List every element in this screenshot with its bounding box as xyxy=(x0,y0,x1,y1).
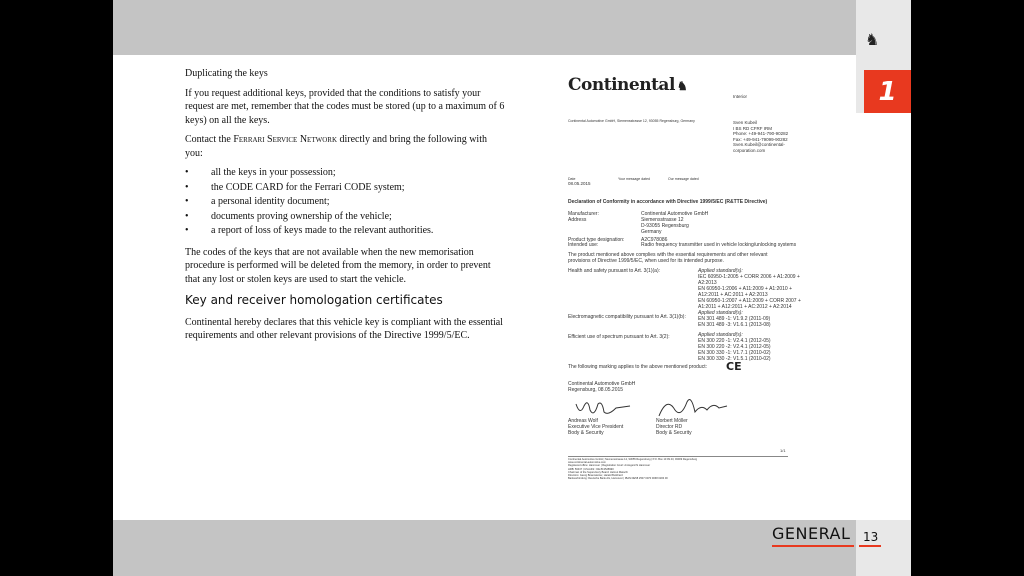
standard-line: EN 300 330 -1: V1.7.1 (2010-02) xyxy=(698,350,771,356)
service-network-name: Ferrari Service Network xyxy=(233,134,337,145)
health-standards xyxy=(698,274,801,310)
manufacturer-line: Siemensstrasse 12 xyxy=(641,217,684,223)
footer-strip xyxy=(856,520,911,576)
header-band xyxy=(113,0,856,55)
side-strip-white xyxy=(856,113,911,520)
bring-list xyxy=(185,166,505,238)
address-label: Address xyxy=(568,217,587,223)
paragraph-declaration: Continental hereby declares that this vehicle key is compliant with the essential requirements and other relevant provisions of the Directive 1999/5/EC. xyxy=(185,316,503,341)
footer-line: HRB: 56437 | USt-IdNr.: DE 813528990 xyxy=(568,467,614,471)
standard-line: EN 300 330 -2: V1.5.1 (2010-02) xyxy=(698,356,771,362)
section-title: GENERAL xyxy=(772,524,851,543)
signer-line: Director RD xyxy=(656,424,683,430)
standard-line: EN 60950-1:2007 + A11:2009 + CORR 2007 + xyxy=(698,298,801,304)
contact-text: Contact the xyxy=(185,134,234,145)
conformity-certificate xyxy=(558,68,801,488)
footer-line: www.continental-automotive.com xyxy=(568,461,606,465)
contact-line: Sven Kubeil xyxy=(733,120,758,125)
signer-line: Body & Security xyxy=(656,430,692,436)
contact-line: Phone: +49-941-790-90282 xyxy=(733,131,789,136)
cert-footer-rule xyxy=(568,456,788,457)
cert-your-message: Your message dated xyxy=(618,177,650,181)
applied-label: Applied standard(s): xyxy=(698,310,743,316)
manual-page xyxy=(113,0,911,576)
standard-line: EN 301 489 -3: V1.6.1 (2013-08) xyxy=(698,322,771,328)
paragraph-codes: The codes of the keys that are not available when the new memorisation procedure is performed will be deleted from the memory, in order to prevent that any lost or stolen keys are used to start the vehicle. xyxy=(185,246,491,285)
contact-line: corporation.com xyxy=(733,147,766,153)
contact-line: Fax: +49-941-79099-90282 xyxy=(733,136,788,142)
signature-wolf xyxy=(572,396,642,420)
compliance-text: The product mentioned above complies with the essential requirements and other relevant provisions of Directive 1999/5/EC, when used for its intended purpose. xyxy=(568,252,768,264)
continental-logo xyxy=(568,75,688,95)
manufacturer-block xyxy=(641,211,708,235)
list-item: • documents proving ownership of the vehicle; xyxy=(185,210,505,224)
applied-label: Applied standard(s): xyxy=(698,332,743,338)
applied-label: Applied standard(s): xyxy=(698,268,743,274)
cert-our-message: Our message dated xyxy=(668,177,699,181)
spectrum-standards xyxy=(698,338,771,362)
manufacturer-line: D-93055 Regensburg xyxy=(641,223,689,229)
signer-line: Body & Security xyxy=(568,430,604,436)
cert-footer xyxy=(568,458,697,480)
standard-line: A1:2011 + A12:2011 + AC:2012 + A2:2014 xyxy=(698,304,792,310)
signer-moller xyxy=(656,418,692,436)
contact-text-end: directly and bring the following with you: xyxy=(185,134,487,159)
paragraph-contact xyxy=(185,133,505,160)
footer-band xyxy=(113,520,856,576)
list-item: • all the keys in your possession; xyxy=(185,166,505,180)
list-item: • the CODE CARD for the Ferrari CODE system; xyxy=(185,181,505,195)
standard-line: EN 60950-1:2006 + A11:2009 + A1:2010 + xyxy=(698,286,793,292)
place-line: Continental Automotive GmbH xyxy=(568,381,636,387)
footer-line: Directors: Georg Braunsteiner, Harald Burkhard xyxy=(568,474,623,478)
footer-line: Registered office: Hannover | Registration Court: Amtsgericht Hannover xyxy=(568,464,651,468)
heading-duplicating: Duplicating the keys xyxy=(185,68,268,79)
heading-homologation: Key and receiver homologation certificates xyxy=(185,293,443,307)
place-date xyxy=(568,381,635,393)
emc-standards xyxy=(698,316,771,328)
signature-moller xyxy=(653,392,733,420)
cert-page: 1/1 xyxy=(780,448,786,453)
standard-line: A12:2011 + AC:2011 + A2:2013 xyxy=(698,292,768,298)
cert-date: 08.05.2015 xyxy=(568,181,591,186)
ce-mark: CE xyxy=(726,360,742,373)
contact-line: I BS RD CFRF IRM xyxy=(733,125,772,131)
standard-line: IEC 60950-1:2005 + CORR 2006 + A1:2009 + xyxy=(698,274,800,280)
signer-wolf xyxy=(568,418,623,436)
cert-date-label: Date xyxy=(568,177,576,181)
marking-text: The following marking applies to the above mentioned product: xyxy=(568,364,707,370)
cert-contact xyxy=(733,120,788,153)
use-value: Radio frequency transmitter used in vehicle locking/unlocking systems xyxy=(641,242,797,248)
emc-label: Electromagnetic compatibility pursuant to Art. 3(1)(b): xyxy=(568,314,686,320)
use-label: Intended use: xyxy=(568,242,599,248)
standard-line: EN 300 220 -2: V2.4.1 (2012-05) xyxy=(698,344,771,350)
cert-title: Declaration of Conformity in accordance with Directive 1999/5/EC (R&TTE Directive) xyxy=(568,199,768,205)
cert-address-line: Continental Automotive GmbH, Siemensstrasse 12, 93055 Regensburg, Germany xyxy=(568,119,695,123)
prancing-horse-icon: ♞ xyxy=(865,32,880,49)
signer-line: Andreas Wolf xyxy=(568,418,598,424)
manufacturer-line: Continental Automotive GmbH xyxy=(641,211,709,217)
list-item: • a personal identity document; xyxy=(185,195,505,209)
type-value: A2C978086 xyxy=(641,237,668,243)
standard-line: EN 300 220 -1: V2.4.1 (2012-05) xyxy=(698,338,771,344)
page-number: 13 xyxy=(863,530,879,544)
footer-line: Continental Automotive GmbH | Siemensstrasse 12, 93055 Regensburg | P.O. Box 10 09 43, 93009 Regensburg xyxy=(568,458,698,461)
paragraph-additional-keys: If you request additional keys, provided that the conditions to satisfy your request are met, remember that the codes must be stored (up to a maximum of 6 keys) on all the keys. xyxy=(185,87,505,126)
standard-line: A2:2013 xyxy=(698,280,717,286)
chapter-tab[interactable]: 1 xyxy=(864,70,911,113)
place-line: Regensburg, 08.05.2015 xyxy=(568,387,624,393)
footer-line: Bankverbindung: Deutsche Bank AG, Hannover | IBAN DE58 2507 0070 0068 0184 00 xyxy=(568,477,668,481)
signer-line: Executive Vice President xyxy=(568,424,624,430)
type-label: Product type designation: xyxy=(568,237,625,243)
contact-line: Sven.Kubeil@continental- xyxy=(733,142,785,147)
cert-interior: Interior xyxy=(733,94,748,99)
page-number-rule xyxy=(859,545,881,547)
signer-line: Norbert Möller xyxy=(656,418,688,424)
spectrum-label: Efficient use of spectrum pursuant to Art. 3(2): xyxy=(568,334,670,340)
logo-text: Continental xyxy=(568,75,675,95)
list-item: • a report of loss of keys made to the relevant authorities. xyxy=(185,224,505,238)
standard-line: EN 301 489 -1: V1.9.2 (2011-09) xyxy=(698,316,771,322)
text-column xyxy=(185,67,505,349)
footer-line: Chairman of the Supervisory Board: Helmut Matschi xyxy=(568,470,628,474)
manufacturer-label: Manufacturer: xyxy=(568,211,599,217)
health-label: Health and safety pursuant to Art. 3(1)(a): xyxy=(568,268,660,274)
manufacturer-line: Germany xyxy=(641,229,662,235)
horse-logo-icon: ♞ xyxy=(676,79,688,93)
section-rule xyxy=(772,545,854,547)
